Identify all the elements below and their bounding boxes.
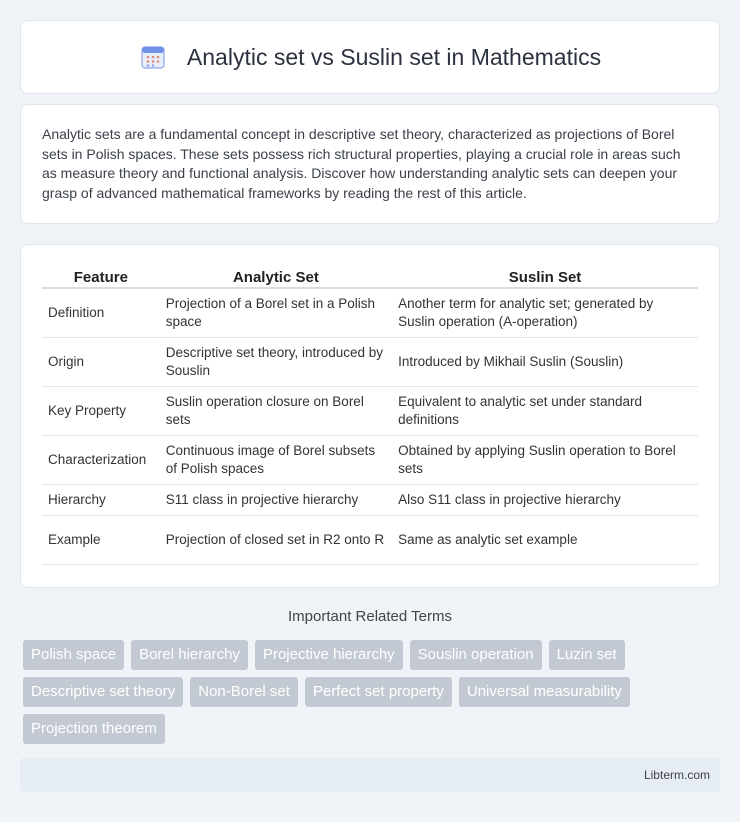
comparison-table-card bbox=[20, 244, 720, 588]
table-cell: S11 class in projective hierarchy bbox=[160, 485, 392, 516]
related-term-tag[interactable]: Non-Borel set bbox=[190, 677, 298, 707]
related-terms-title: Important Related Terms bbox=[288, 608, 452, 625]
table-cell: Same as analytic set example bbox=[392, 516, 698, 565]
table-cell: Origin bbox=[42, 338, 160, 387]
footer-site-link[interactable]: Libterm.com bbox=[643, 768, 710, 782]
table-row bbox=[42, 338, 698, 387]
related-terms-list bbox=[23, 640, 713, 744]
related-term-tag[interactable]: Borel hierarchy bbox=[131, 640, 248, 670]
table-cell: Characterization bbox=[42, 436, 160, 485]
related-term-tag[interactable]: Luzin set bbox=[549, 640, 625, 670]
table-row bbox=[42, 516, 698, 565]
table-row bbox=[42, 289, 698, 338]
related-term-tag[interactable]: Projection theorem bbox=[23, 714, 165, 744]
related-term-tag[interactable]: Projective hierarchy bbox=[255, 640, 403, 670]
related-term-tag[interactable]: Descriptive set theory bbox=[23, 677, 183, 707]
table-row bbox=[42, 436, 698, 485]
header-card bbox=[20, 20, 720, 94]
related-term-tag[interactable]: Souslin operation bbox=[410, 640, 542, 670]
header-feature: Feature bbox=[42, 263, 160, 289]
table-cell: Continuous image of Borel subsets of Polish spaces bbox=[160, 436, 392, 485]
header-suslin-set: Suslin Set bbox=[392, 263, 698, 289]
table-header-row bbox=[42, 263, 698, 289]
table-cell: Projection of closed set in R2 onto R bbox=[160, 516, 392, 565]
intro-card bbox=[20, 104, 720, 224]
table-cell: Key Property bbox=[42, 387, 160, 436]
table-cell: Hierarchy bbox=[42, 485, 160, 516]
related-term-tag[interactable]: Polish space bbox=[23, 640, 124, 670]
table-row bbox=[42, 485, 698, 516]
footer bbox=[20, 758, 720, 792]
calendar-icon bbox=[139, 43, 167, 71]
intro-text: Analytic sets are a fundamental concept in descriptive set theory, characterized as projections of Borel sets in Polish spaces. These sets possess rich structural properties, playing a crucial role in areas such as measure theory and functional analysis. Discover how understanding analytic sets can deepen your grasp of advanced mathematical frameworks by reading the rest of this article. bbox=[42, 126, 681, 201]
table-cell: Suslin operation closure on Borel sets bbox=[160, 387, 392, 436]
comparison-table bbox=[42, 263, 698, 565]
table-cell: Equivalent to analytic set under standard definitions bbox=[392, 387, 698, 436]
table-cell: Obtained by applying Suslin operation to Borel sets bbox=[392, 436, 698, 485]
related-term-tag[interactable]: Perfect set property bbox=[305, 677, 452, 707]
table-cell: Projection of a Borel set in a Polish space bbox=[160, 289, 392, 338]
table-cell: Introduced by Mikhail Suslin (Souslin) bbox=[392, 338, 698, 387]
table-cell: Definition bbox=[42, 289, 160, 338]
page-title: Analytic set vs Suslin set in Mathematics bbox=[186, 43, 602, 70]
header-analytic-set: Analytic Set bbox=[160, 263, 392, 289]
table-cell: Example bbox=[42, 516, 160, 565]
related-term-tag[interactable]: Universal measurability bbox=[459, 677, 630, 707]
table-cell: Also S11 class in projective hierarchy bbox=[392, 485, 698, 516]
table-cell: Descriptive set theory, introduced by Souslin bbox=[160, 338, 392, 387]
table-cell: Another term for analytic set; generated by Suslin operation (A-operation) bbox=[392, 289, 698, 338]
table-row bbox=[42, 387, 698, 436]
